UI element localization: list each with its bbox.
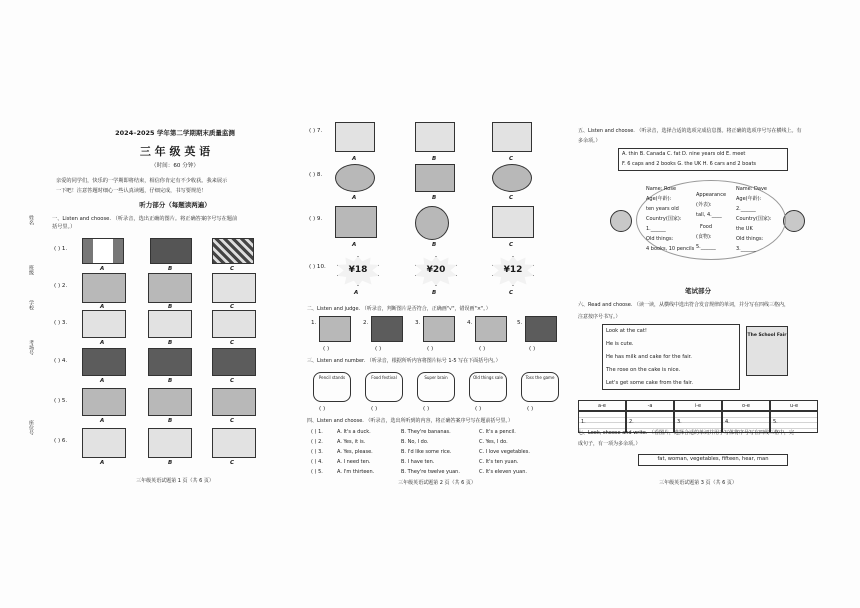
choice-a: A. It's a duck. [337, 429, 371, 435]
dave-age-label: Age(年龄): [736, 196, 762, 202]
choice-number: ( ) 2. [311, 439, 323, 445]
section-5-instruction-2: 多余项。） [578, 138, 601, 144]
page-footer: 三年级英语试题第 1 页（共 6 页） [136, 478, 214, 484]
options-line-2: F. 6 caps and 2 books G. the UK H. 6 cars and 2 boats [622, 161, 757, 167]
section-7-instruction: 七、Look, choose and write. （看图片，选择合适的单词并用手写体将序号写在四线三格中，完 [578, 430, 794, 436]
answer-blank[interactable]: ( ) [375, 346, 382, 352]
choice-b: B. They're twelve yuan. [401, 469, 460, 475]
reading-sentence: Look at the cat! [606, 328, 647, 334]
question-number: ( ) 2. [54, 283, 68, 289]
dog-image [82, 310, 126, 338]
rose-name: Name: Rose [646, 186, 677, 192]
food-image [82, 348, 126, 376]
choice-number: ( ) 3. [311, 449, 323, 455]
option-label: C [230, 340, 235, 346]
option-label: B [432, 242, 437, 248]
sound-label: -a [647, 403, 653, 409]
side-label-class: 班级 [28, 265, 34, 275]
option-label: C [509, 156, 514, 162]
written-heading: 笔试部分 [685, 287, 711, 295]
food-sub: (食物): [696, 234, 712, 240]
people-image [148, 388, 192, 416]
rose-old-things: 4 books, 10 pencils [646, 246, 695, 252]
judge-image [319, 316, 351, 342]
section-1-instruction-2: 括号里。） [52, 224, 76, 230]
section-7-instruction-2: 成句子，有一项为多余项。） [578, 441, 641, 447]
option-label: A [100, 460, 105, 466]
bridge-image [148, 273, 192, 303]
option-label: C [230, 418, 235, 424]
dave-country-label: Country(国家): [736, 216, 772, 222]
option-label: C [509, 195, 514, 201]
sound-label: a-e [598, 403, 606, 409]
page-footer: 三年级英语试题第 2 页（共 6 页） [398, 480, 476, 486]
judge-number: 4. [467, 320, 473, 326]
option-label: B [168, 378, 173, 384]
answer-blank[interactable]: ( ) [479, 346, 486, 352]
price-c: ¥12 [503, 265, 523, 275]
dave-country: the UK [736, 226, 753, 232]
slot-number: 5. [773, 419, 778, 425]
option-label: A [352, 195, 357, 201]
option-label: C [230, 460, 235, 466]
girl-image [148, 428, 192, 458]
section-2-instruction: 二、Listen and judge. （听录音，判断图片是否符合，正确画"√"，错误画"×"。） [307, 306, 491, 312]
dave-old-things-label: Old things: [736, 236, 764, 242]
question-number: ( ) 10. [309, 264, 326, 270]
food-blank[interactable]: 5.______ [696, 244, 716, 250]
canada-flag-image [82, 238, 124, 264]
question-number: ( ) 7. [309, 128, 323, 134]
stall-sign-text: Food festival [371, 375, 397, 380]
judge-number: 3. [415, 320, 421, 326]
choice-c: C. Yes, I do. [479, 439, 508, 445]
price-a: ¥18 [348, 265, 368, 275]
side-label-room: 考场号 [28, 340, 34, 355]
bowl-image [492, 164, 532, 192]
intro-line-2: 一下吧！注意答题时细心一些认真读题，仔细完成，书写要规范！ [56, 188, 207, 194]
section-3-instruction: 三、Listen and number. （听录音，根据所听内容将图片标号 1-5 写在下面括号内。） [307, 358, 501, 364]
option-label: C [509, 242, 514, 248]
option-label: A [100, 304, 105, 310]
choice-a: A. I'm thirteen. [337, 469, 375, 475]
slot-number: 4. [725, 419, 730, 425]
option-label: B [432, 195, 437, 201]
question-number: ( ) 3. [54, 320, 68, 326]
people-image [212, 388, 256, 416]
sound-header [626, 400, 674, 411]
sound-header [674, 400, 722, 411]
umbrella-image [492, 206, 534, 238]
sound-label: u-e [789, 403, 799, 409]
page-1 [50, 118, 300, 498]
section-1-instruction: 一、Listen and choose. （听录音，选出正确的图片。将正确答案序号写在题前 [52, 216, 238, 222]
answer-blank[interactable]: ( ) [527, 406, 534, 412]
page-footer: 三年级英语试题第 3 页（共 6 页） [659, 480, 737, 486]
choice-a: A. Yes, please. [337, 449, 373, 455]
judge-number: 5. [517, 320, 523, 326]
sound-header [722, 400, 770, 411]
page-3 [578, 118, 826, 498]
word-bank: fat, woman, vegetables, fifteen, hear, man [657, 456, 769, 462]
appearance-label: Appearance [696, 192, 727, 198]
child-image [212, 428, 256, 458]
option-label: B [168, 460, 173, 466]
dave-age-blank[interactable]: 2.______ [736, 206, 756, 212]
answer-blank[interactable]: ( ) [371, 406, 378, 412]
choice-c: C. It's a pencil. [479, 429, 516, 435]
choice-number: ( ) 1. [311, 429, 323, 435]
slot-number: 1. [581, 419, 586, 425]
option-label: B [168, 418, 173, 424]
reading-sentence: He is cute. [606, 341, 634, 347]
judge-number: 2. [363, 320, 369, 326]
dave-old-things-blank[interactable]: 3.______ [736, 246, 756, 252]
question-number: ( ) 4. [54, 358, 68, 364]
reading-sentence: He has milk and cake for the fair. [606, 354, 692, 360]
question-number: ( ) 5. [54, 398, 68, 404]
section-5-instruction: 五、Listen and choose. （听录音，选择合适的选项完成信息图。将正确的选项序号写在横线上。有 [578, 128, 802, 134]
intro-line-1: 亲爱的同学们，快乐的一学期即将结束，相信你肯定有不少收获。我来展示 [56, 178, 228, 184]
question-number: ( ) 6. [54, 438, 68, 444]
section-4-instruction: 四、Listen and choose. （听录音，选出所听到的内容，将正确答案序号写在题前括号里。） [307, 418, 513, 424]
picture-option [415, 122, 455, 152]
question-number: ( ) 8. [309, 172, 323, 178]
appearance-sub: (外表): [696, 202, 712, 208]
sound-header [770, 400, 818, 411]
exam-year: 2024–2025 学年第二学期期末质量监测 [115, 129, 235, 137]
people-image [82, 388, 126, 416]
stall-sign-text: Pencil stands [318, 375, 346, 380]
listening-heading: 听力部分（每题读两遍） [139, 201, 211, 209]
option-label: B [168, 340, 173, 346]
exam-title: 三 年 级 英 语 [139, 145, 211, 158]
option-label: A [100, 266, 105, 272]
appearance-blank[interactable]: tall, 4.____ [696, 212, 722, 218]
food-image [148, 348, 192, 376]
choice-b: B. I'd like some rice. [401, 449, 452, 455]
answer-blank[interactable]: ( ) [423, 406, 430, 412]
option-label: A [100, 418, 105, 424]
cat-image [212, 310, 256, 338]
rose-age: ten years old [646, 206, 679, 212]
slot-number: 2. [629, 419, 634, 425]
option-label: A [100, 378, 105, 384]
choice-a: A. I need ten. [337, 459, 371, 465]
choice-number: ( ) 4. [311, 459, 323, 465]
option-label: B [168, 304, 173, 310]
side-label-seat: 座位号 [28, 420, 34, 435]
side-label-school: 学校 [28, 300, 34, 310]
section-6-instruction: 六、Read and choose. （读一读，从横线中选出符合发音规律的单词，并分写在四线三格内， [578, 302, 790, 308]
question-number: ( ) 9. [309, 216, 323, 222]
choice-b: B. I have ten. [401, 459, 435, 465]
option-label: B [432, 156, 437, 162]
food-label: Food [700, 224, 712, 230]
option-label: C [230, 378, 235, 384]
option-label: A [352, 156, 357, 162]
answer-blank[interactable]: ( ) [475, 406, 482, 412]
judge-image [371, 316, 403, 342]
rose-country-blank[interactable]: 1.______ [646, 226, 666, 232]
stall-sign-text: Toss the game [525, 375, 555, 380]
poster-text: The School Fair [747, 333, 787, 338]
choice-b: B. They're bananas. [401, 429, 451, 435]
option-label: C [509, 290, 514, 296]
reading-sentence: The rose on the cake is nice. [606, 367, 681, 373]
sound-label: i-e [694, 403, 702, 409]
side-label-name: 姓名 [28, 215, 34, 225]
choice-c: C. It's ten yuan. [479, 459, 519, 465]
tower-image [212, 273, 256, 303]
answer-blank[interactable]: ( ) [323, 346, 330, 352]
stall-sign-text: Old things sale [473, 375, 503, 380]
option-label: A [100, 340, 105, 346]
dave-avatar [783, 210, 805, 232]
answer-blank[interactable]: ( ) [427, 346, 434, 352]
landmark-image [82, 273, 126, 303]
option-label: A [352, 242, 357, 248]
option-label: B [168, 266, 173, 272]
dave-name: Name: Dave [736, 186, 767, 192]
food-image [212, 348, 256, 376]
answer-blank[interactable]: ( ) [319, 406, 326, 412]
plate-image [335, 164, 375, 192]
ball-image [415, 206, 449, 240]
section-6-instruction-2: 注意按序号书写。） [578, 314, 621, 320]
china-flag-image [150, 238, 192, 264]
rose-avatar [610, 210, 632, 232]
sound-label: o-e [741, 403, 751, 409]
judge-image [475, 316, 507, 342]
options-line-1: A. thin B. Canada C. fat D. nine years old E. meet [622, 151, 746, 157]
uk-flag-image [212, 238, 254, 264]
choice-b: B. No, I do. [401, 439, 429, 445]
option-label: C [230, 266, 235, 272]
page-2 [307, 118, 569, 498]
exam-time: （时间：60 分钟） [150, 163, 200, 169]
sound-header [578, 400, 626, 411]
answer-blank[interactable]: ( ) [529, 346, 536, 352]
choice-number: ( ) 5. [311, 469, 323, 475]
question-number: ( ) 1. [54, 246, 68, 252]
boat-image [335, 206, 377, 238]
rose-old-things-label: Old things: [646, 236, 674, 242]
judge-image [525, 316, 557, 342]
stall-sign-text: Super brain [424, 375, 448, 380]
option-label: A [354, 290, 359, 296]
picture-option [335, 122, 375, 152]
rabbit-image [148, 310, 192, 338]
rose-age-label: Age(年龄): [646, 196, 672, 202]
reading-sentence: Let's get some cake from the fair. [606, 380, 694, 386]
price-b: ¥20 [426, 265, 446, 275]
food-image [415, 164, 455, 192]
judge-image [423, 316, 455, 342]
picture-option [492, 122, 532, 152]
judge-number: 1. [311, 320, 317, 326]
rose-country-label: Country(国家): [646, 216, 682, 222]
boy-image [82, 428, 126, 458]
choice-c: C. It's eleven yuan. [479, 469, 527, 475]
choice-a: A. Yes, it is. [337, 439, 366, 445]
slot-number: 3. [677, 419, 682, 425]
choice-c: C. I love vegetables. [479, 449, 530, 455]
option-label: C [230, 304, 235, 310]
option-label: B [432, 290, 437, 296]
